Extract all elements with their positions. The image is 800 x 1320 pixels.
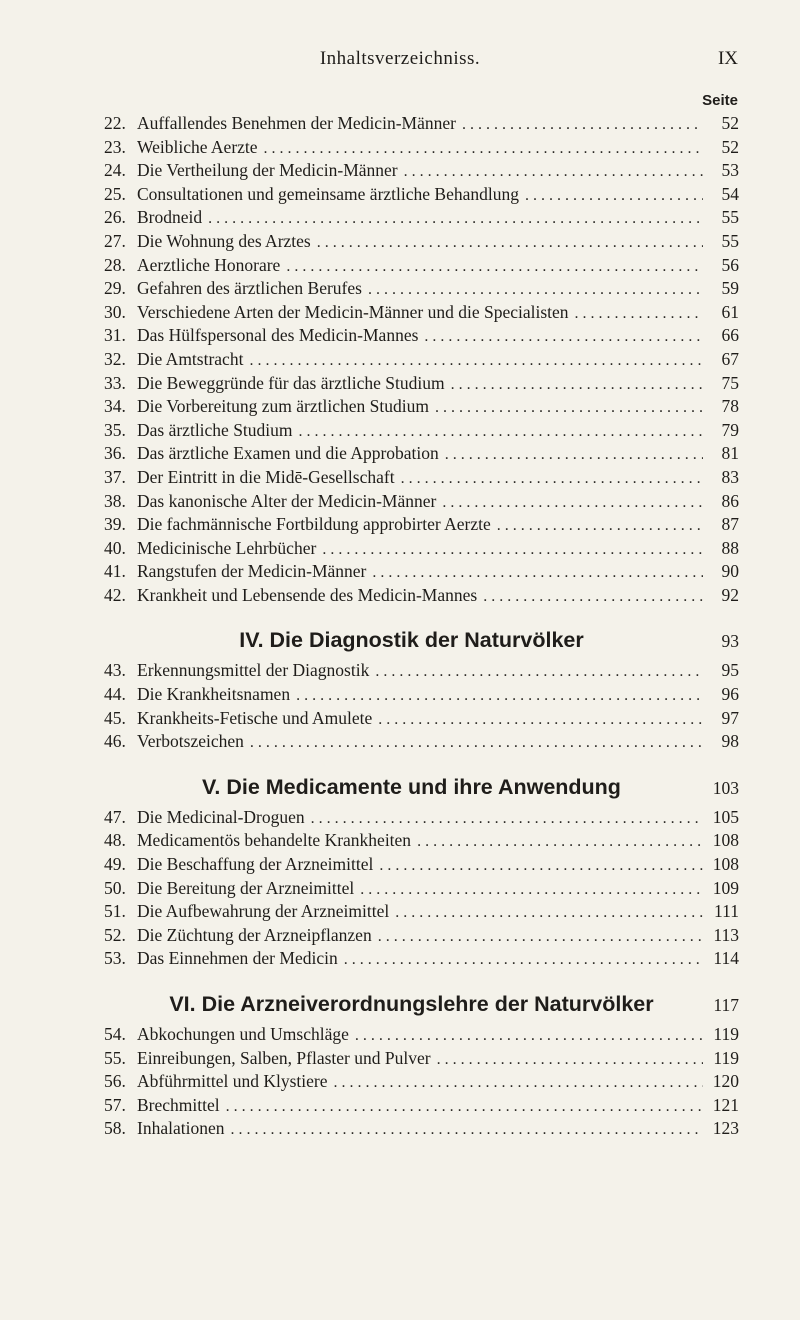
entry-page-number: 79 — [721, 419, 739, 440]
entry-page-number: 78 — [721, 396, 739, 417]
entry-page-number: 121 — [712, 1094, 739, 1115]
section-heading — [104, 628, 739, 654]
entry-title: Brechmittel — [137, 1094, 220, 1115]
entry-page-number: 54 — [721, 183, 739, 204]
toc-entry — [104, 830, 739, 854]
entry-number: 38. — [104, 490, 126, 511]
dot-leader — [437, 1051, 703, 1069]
dot-leader — [230, 1121, 703, 1139]
entry-page-number: 96 — [721, 684, 739, 705]
entry-number: 43. — [104, 660, 126, 681]
dot-leader — [296, 687, 703, 705]
dot-leader — [311, 810, 703, 828]
toc-entry — [104, 113, 739, 137]
toc-entry — [104, 854, 739, 878]
entry-page-number: 86 — [721, 490, 739, 511]
toc-entry — [104, 278, 739, 302]
toc-entry — [104, 231, 739, 255]
entry-title: Die Krankheitsnamen — [137, 684, 291, 705]
toc-entry — [104, 948, 739, 972]
entry-title: Auffallendes Benehmen der Medicin-Männer — [137, 113, 456, 133]
entry-title: Die Wohnung des Arztes — [137, 230, 311, 251]
dot-leader — [375, 663, 703, 681]
entry-page-number: 108 — [712, 830, 739, 851]
toc-entry — [104, 491, 739, 515]
dot-leader — [226, 1098, 703, 1116]
entry-number: 42. — [104, 584, 126, 605]
entry-page-number: 88 — [721, 537, 739, 558]
entry-title: Abführmittel und Klystiere — [137, 1071, 328, 1092]
dot-leader — [442, 494, 703, 512]
entry-page-number: 119 — [713, 1047, 739, 1068]
entry-number: 32. — [104, 348, 126, 369]
entry-number: 28. — [104, 254, 126, 275]
entry-title: Einreibungen, Salben, Pflaster und Pulver — [137, 1047, 431, 1068]
entry-page-number: 105 — [712, 806, 739, 827]
entry-page-number: 87 — [721, 514, 739, 535]
entry-number: 40. — [104, 537, 126, 558]
entry-number: 56. — [104, 1071, 126, 1092]
entry-number: 30. — [104, 301, 126, 322]
entry-number: 51. — [104, 901, 126, 922]
entry-number: 25. — [104, 183, 126, 204]
dot-leader — [451, 376, 703, 394]
dot-leader — [483, 588, 703, 606]
entry-title: Weibliche Aerzte — [137, 136, 258, 157]
entry-number: 27. — [104, 230, 126, 251]
toc-entry — [104, 443, 739, 467]
entry-page-number: 55 — [721, 207, 739, 228]
dot-leader — [286, 258, 703, 276]
toc-entry — [104, 467, 739, 491]
entry-number: 58. — [104, 1118, 126, 1139]
dot-leader — [435, 399, 703, 417]
dot-leader — [299, 423, 703, 441]
page-column-label: Seite — [702, 92, 738, 109]
page-number: IX — [717, 48, 738, 69]
dot-leader — [401, 470, 703, 488]
entry-title: Das ärztliche Examen und die Approbation — [137, 443, 439, 464]
toc-entry — [104, 585, 739, 609]
entry-title: Aerztliche Honorare — [137, 254, 281, 275]
entry-number: 49. — [104, 854, 126, 875]
dot-leader — [317, 234, 703, 252]
entry-number: 22. — [104, 113, 126, 133]
entry-title: Brodneid — [137, 207, 203, 228]
toc-entry — [104, 514, 739, 538]
dot-leader — [417, 833, 703, 851]
toc-entry — [104, 373, 739, 397]
entry-title: Die fachmännische Fortbildung approbirter Aerzte — [137, 514, 491, 535]
toc-entry — [104, 302, 739, 326]
dot-leader — [250, 734, 703, 752]
entry-title: Das ärztliche Studium — [137, 419, 293, 440]
entry-title: Das Einnehmen der Medicin — [137, 948, 338, 969]
entry-title: Die Vertheilung der Medicin-Männer — [137, 160, 398, 181]
entry-title: Die Bereitung der Arzneimittel — [137, 877, 355, 898]
dot-leader — [462, 116, 703, 134]
entry-title: Krankheits-Fetische und Amulete — [137, 707, 373, 728]
toc-entry — [104, 561, 739, 585]
toc-entry — [104, 207, 739, 231]
entry-number: 54. — [104, 1024, 126, 1044]
entry-number: 57. — [104, 1094, 126, 1115]
dot-leader — [249, 352, 703, 370]
entry-number: 34. — [104, 396, 126, 417]
entry-title: Das Hülfspersonal des Medicin-Mannes — [137, 325, 419, 346]
entry-page-number: 113 — [713, 924, 739, 945]
toc-entry — [104, 396, 739, 420]
entry-title: Die Amtstracht — [137, 348, 244, 369]
toc-entry — [104, 255, 739, 279]
dot-leader — [379, 857, 703, 875]
entry-number: 41. — [104, 561, 126, 582]
dot-leader — [368, 281, 703, 299]
entry-page-number: 81 — [721, 443, 739, 464]
entry-title: Inhalationen — [137, 1118, 225, 1139]
toc-entry — [104, 538, 739, 562]
entry-number: 37. — [104, 466, 126, 487]
dot-leader — [525, 187, 703, 205]
running-title: Inhaltsverzeichniss. — [319, 48, 481, 69]
entry-page-number: 92 — [721, 584, 739, 605]
toc-entry — [104, 160, 739, 184]
entry-page-number: 83 — [721, 466, 739, 487]
entry-title: Consultationen und gemeinsame ärztliche Behandlung — [137, 183, 519, 204]
dot-leader — [322, 541, 703, 559]
toc-entry — [104, 878, 739, 902]
entry-number: 35. — [104, 419, 126, 440]
entry-title: Abkochungen und Umschläge — [137, 1024, 349, 1044]
dot-leader — [378, 711, 703, 729]
section-page-number: 93 — [721, 631, 739, 652]
entry-number: 50. — [104, 877, 126, 898]
entry-title: Die Beweggründe für das ärztliche Studium — [137, 372, 445, 393]
dot-leader — [355, 1027, 703, 1045]
entry-title: Die Aufbewahrung der Arzneimittel — [137, 901, 390, 922]
entry-page-number: 109 — [712, 877, 739, 898]
toc-entry — [104, 901, 739, 925]
entry-page-number: 55 — [721, 230, 739, 251]
toc-entry — [104, 1095, 739, 1119]
entry-page-number: 66 — [721, 325, 739, 346]
entry-number: 46. — [104, 731, 126, 752]
dot-leader — [395, 904, 703, 922]
toc-entry — [104, 137, 739, 161]
entry-page-number: 114 — [713, 948, 739, 969]
dot-leader — [575, 305, 703, 323]
entry-number: 52. — [104, 924, 126, 945]
dot-leader — [264, 140, 703, 158]
dot-leader — [424, 328, 703, 346]
entry-title: Die Züchtung der Arzneipflanzen — [137, 924, 372, 945]
entry-title: Gefahren des ärztlichen Berufes — [137, 278, 362, 299]
entry-number: 39. — [104, 514, 126, 535]
entry-page-number: 53 — [721, 160, 739, 181]
entry-title: Rangstufen der Medicin-Männer — [137, 561, 367, 582]
toc-entry — [104, 420, 739, 444]
entry-page-number: 61 — [721, 301, 739, 322]
entry-page-number: 111 — [714, 901, 739, 922]
entry-page-number: 108 — [712, 854, 739, 875]
entry-title: Medicamentös behandelte Krankheiten — [137, 830, 412, 851]
entry-number: 48. — [104, 830, 126, 851]
section-title: IV. Die Diagnostik der Naturvölker — [239, 628, 584, 653]
entry-number: 31. — [104, 325, 126, 346]
entry-page-number: 120 — [712, 1071, 739, 1092]
entry-page-number: 56 — [721, 254, 739, 275]
entry-page-number: 75 — [721, 372, 739, 393]
entry-page-number: 119 — [713, 1024, 739, 1044]
toc-entry — [104, 1071, 739, 1095]
toc-entry — [104, 184, 739, 208]
toc-entry — [104, 807, 739, 831]
entry-title: Das kanonische Alter der Medicin-Männer — [137, 490, 437, 511]
toc-entry — [104, 325, 739, 349]
running-head — [0, 48, 800, 72]
dot-leader — [334, 1074, 703, 1092]
dot-leader — [360, 881, 703, 899]
entry-page-number: 123 — [712, 1118, 739, 1139]
entry-number: 26. — [104, 207, 126, 228]
entry-number: 44. — [104, 684, 126, 705]
dot-leader — [344, 951, 703, 969]
toc-entry — [104, 731, 739, 755]
dot-leader — [208, 210, 703, 228]
entry-number: 36. — [104, 443, 126, 464]
section-title: VI. Die Arzneiverordnungslehre der Naturvölker — [169, 992, 654, 1016]
section-page-number: 117 — [713, 995, 739, 1015]
entry-title: Krankheit und Lebensende des Medicin-Mannes — [137, 584, 478, 605]
entry-title: Die Vorbereitung zum ärztlichen Studium — [137, 396, 429, 417]
entry-title: Verbotszeichen — [137, 731, 244, 752]
entry-number: 55. — [104, 1047, 126, 1068]
toc-entry — [104, 925, 739, 949]
entry-page-number: 95 — [721, 660, 739, 681]
entry-number: 23. — [104, 136, 126, 157]
entry-page-number: 52 — [721, 113, 739, 133]
entry-page-number: 59 — [721, 278, 739, 299]
toc-entry — [104, 684, 739, 708]
toc-entry — [104, 1048, 739, 1072]
entry-number: 29. — [104, 278, 126, 299]
entry-page-number: 97 — [721, 707, 739, 728]
toc-entry — [104, 1024, 739, 1048]
table-of-contents — [104, 113, 739, 1142]
entry-title: Die Medicinal-Droguen — [137, 806, 305, 827]
entry-title: Der Eintritt in die Midē-Gesellschaft — [137, 466, 395, 487]
entry-title: Verschiedene Arten der Medicin-Männer und die Specialisten — [137, 301, 569, 322]
entry-number: 24. — [104, 160, 126, 181]
entry-page-number: 98 — [721, 731, 739, 752]
entry-title: Die Beschaffung der Arzneimittel — [137, 854, 374, 875]
entry-title: Medicinische Lehrbücher — [137, 537, 317, 558]
section-heading — [104, 775, 739, 801]
entry-page-number: 67 — [721, 348, 739, 369]
entry-number: 33. — [104, 372, 126, 393]
toc-entry — [104, 349, 739, 373]
dot-leader — [445, 446, 703, 464]
dot-leader — [378, 928, 703, 946]
section-title: V. Die Medicamente und ihre Anwendung — [202, 774, 621, 799]
section-heading — [104, 992, 739, 1018]
entry-title: Erkennungsmittel der Diagnostik — [137, 660, 370, 681]
dot-leader — [372, 564, 703, 582]
dot-leader — [497, 517, 703, 535]
dot-leader — [404, 163, 703, 181]
toc-entry — [104, 660, 739, 684]
toc-entry — [104, 708, 739, 732]
entry-number: 45. — [104, 707, 126, 728]
section-page-number: 103 — [712, 777, 739, 798]
entry-page-number: 52 — [721, 136, 739, 157]
entry-page-number: 90 — [721, 561, 739, 582]
entry-number: 53. — [104, 948, 126, 969]
toc-entry — [104, 1118, 739, 1142]
entry-number: 47. — [104, 806, 126, 827]
